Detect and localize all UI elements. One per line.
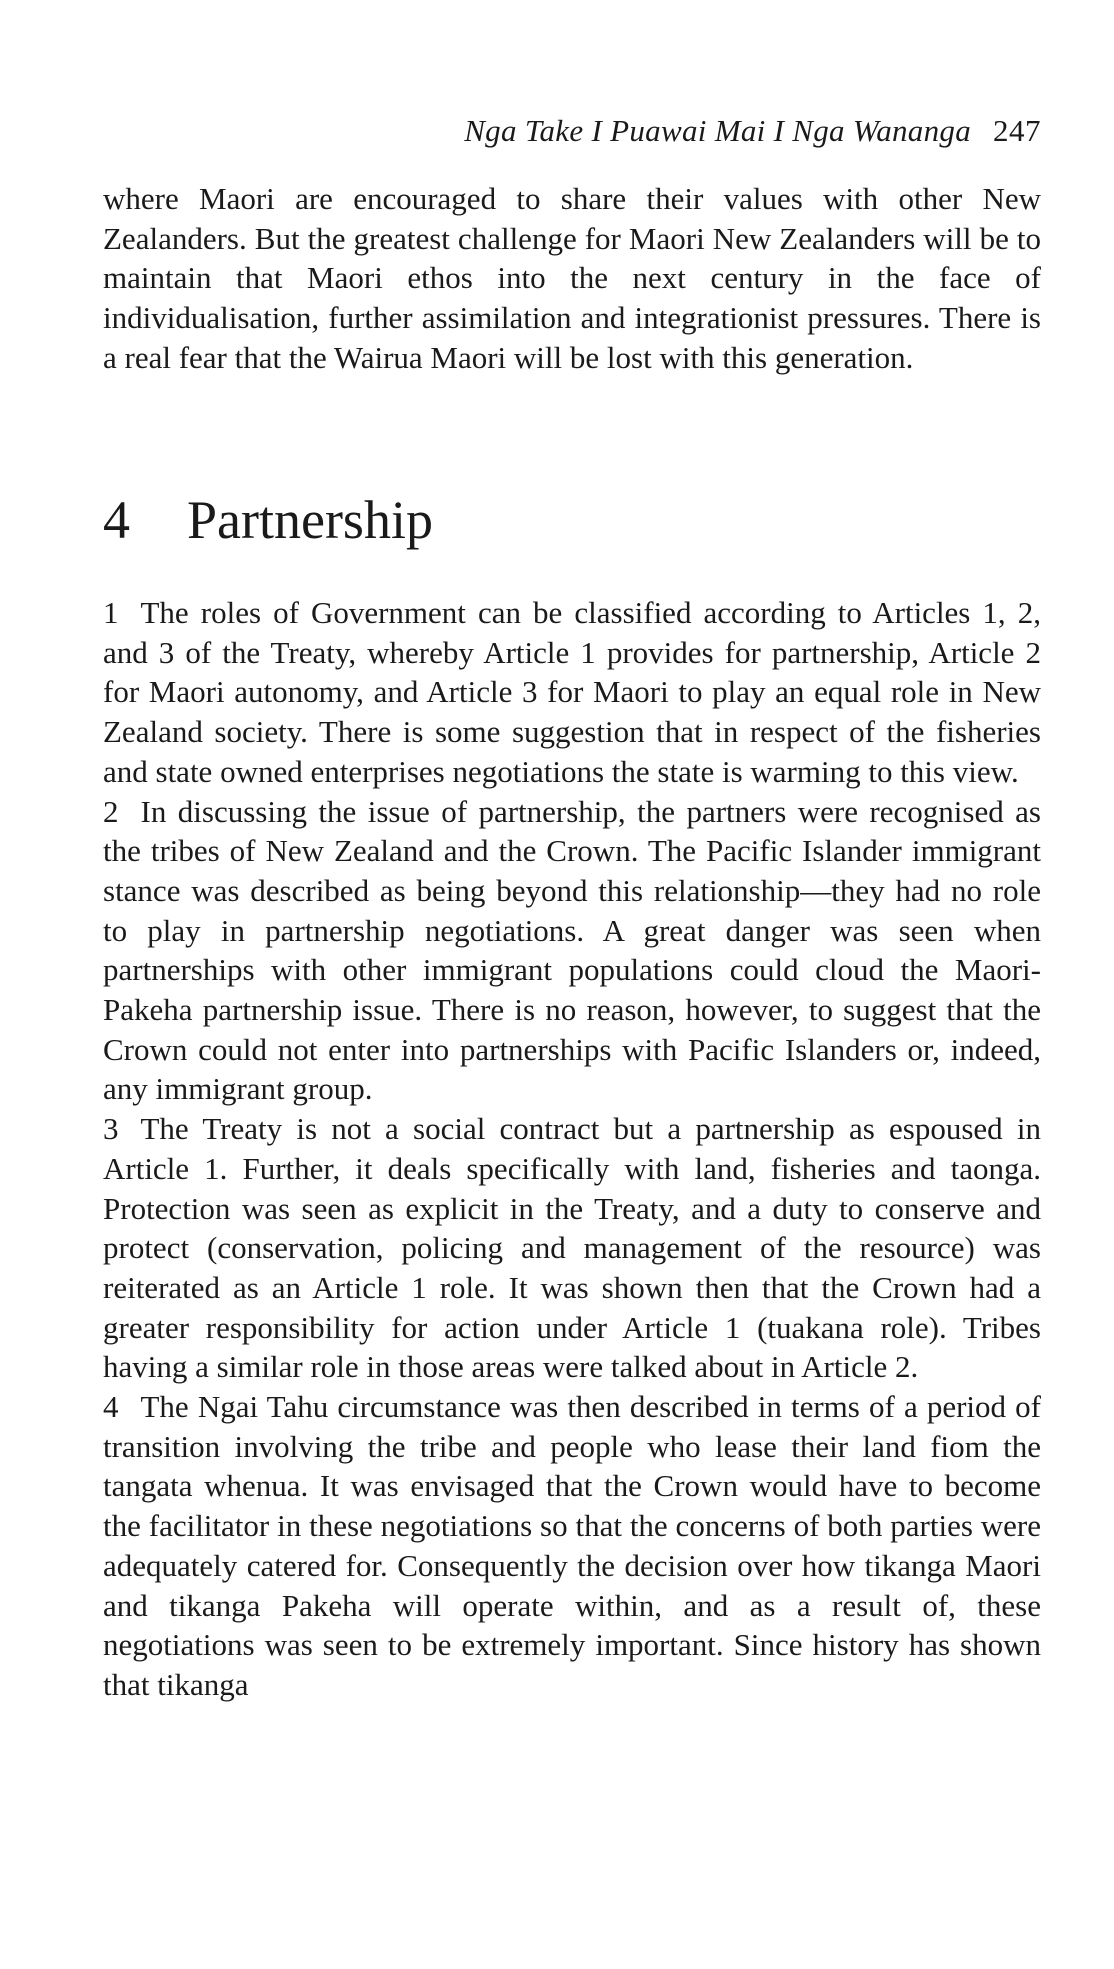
note-paragraph bbox=[103, 1109, 1041, 1387]
note-text: In discussing the issue of partnership, the partners were recognised as the tribes of New Zealand and the Crown. The Pacific Islander immigrant stance was described as being beyond this relationship—they had no role to play in partnership negotiations. A great danger was seen when partnerships with other immigrant populations could cloud the Maori-Pakeha partnership issue. There is no reason, however, to suggest that the Crown could not enter into partnerships with Pacific Islanders or, indeed, any immigrant group. bbox=[103, 793, 1041, 1107]
note-paragraph bbox=[103, 1387, 1041, 1705]
note-paragraph bbox=[103, 792, 1041, 1110]
chapter-number: 4 bbox=[103, 490, 130, 550]
note-text: The Treaty is not a social contract but a partnership as espoused in Article 1. Further, it deals specifically with land, fisheries and taonga. Protection was seen as explicit in the Treaty, and a duty to conserve and protect (conservation, policing and management of the resource) was reiterated as an Article 1 role. It was shown then that the Crown had a greater responsibility for action under Article 1 (tuakana role). Tribes having a similar role in those areas were talked about in Article 2. bbox=[103, 1111, 1041, 1385]
note-text: The Ngai Tahu circumstance was then described in terms of a period of transition involving the tribe and people who lease their land fiom the tangata whenua. It was envisaged that the Crown would have to become the facilitator in these negotiations so that the concerns of both parties were adequately catered for. Consequently the decision over how tikanga Maori and tikanga Pakeha will operate within, and as a result of, these negotiations was seen to be extremely important. Since history has shown that tikanga bbox=[103, 1389, 1041, 1702]
chapter-heading bbox=[103, 488, 433, 552]
note-number: 3 bbox=[103, 1111, 119, 1147]
note-paragraph bbox=[103, 593, 1041, 792]
running-header bbox=[464, 112, 1041, 150]
page-number: 247 bbox=[993, 113, 1041, 148]
note-text: The roles of Government can be classified according to Articles 1, 2, and 3 of the Treaty, whereby Article 1 provides for partnership, Article 2 for Maori autonomy, and Article 3 for Maori to play an equal role in New Zealand society. There is some suggestion that in respect of the fisheries and state owned enterprises negotiations the state is warming to this view. bbox=[103, 595, 1041, 789]
note-number: 2 bbox=[103, 793, 119, 829]
numbered-notes bbox=[103, 593, 1041, 1705]
intro-paragraph: where Maori are encouraged to share their values with other New Zealanders. But the greatest challenge for Maori New Zealanders will be to maintain that Maori ethos into the next century in the face of individualisation, further assimilation and integrationist pressures. There is a real fear that the Wairua Maori will be lost with this generation. bbox=[103, 181, 1041, 375]
intro-section bbox=[103, 179, 1041, 378]
note-number: 1 bbox=[103, 595, 119, 630]
chapter-title: Partnership bbox=[187, 490, 433, 550]
note-number: 4 bbox=[103, 1389, 119, 1425]
running-title: Nga Take I Puawai Mai I Nga Wananga bbox=[464, 113, 971, 148]
